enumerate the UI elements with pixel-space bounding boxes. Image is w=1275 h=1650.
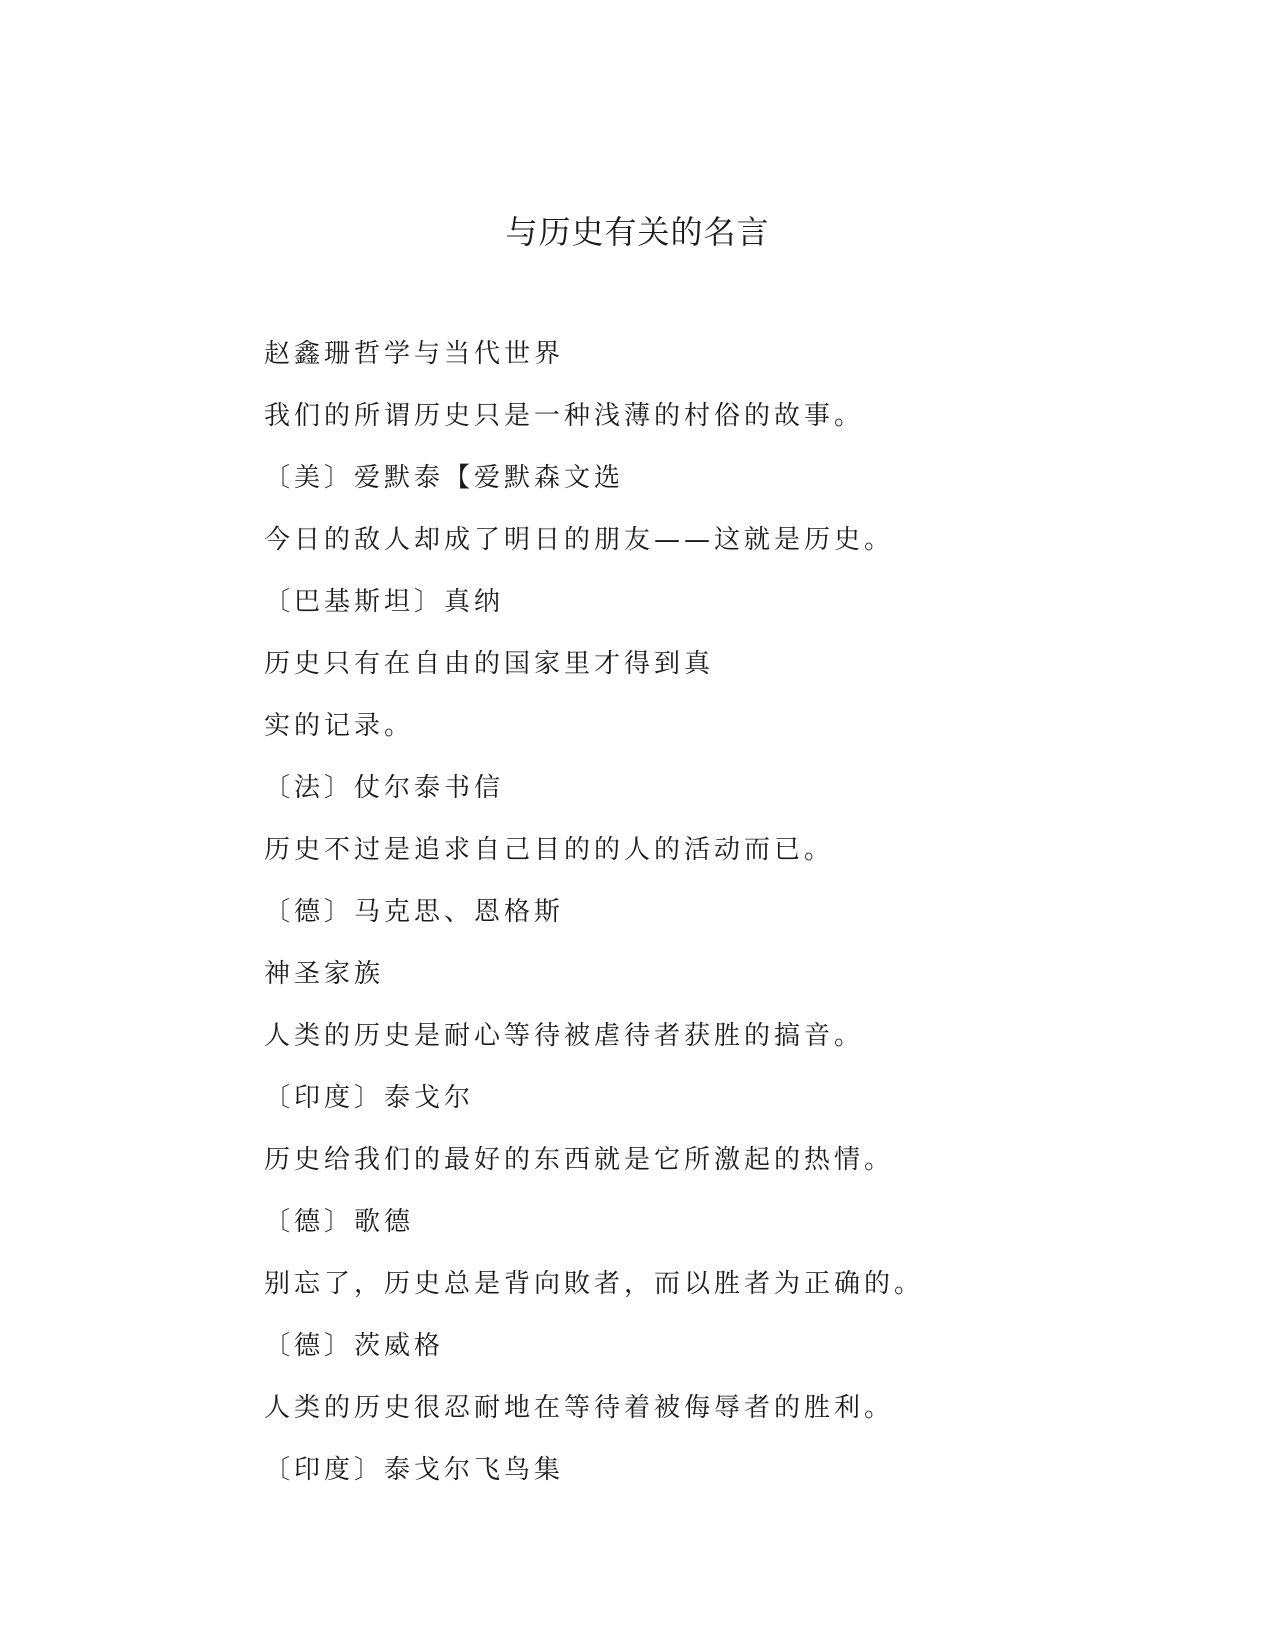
text-line: 人类的历史是耐心等待被虐待者获胜的搞音。 (264, 1021, 865, 1051)
text-line: 赵鑫珊哲学与当代世界 (264, 339, 565, 369)
text-line: 〔美〕爱默泰【爱默森文选 (264, 463, 625, 493)
text-line: 历史只有在自由的国家里才得到真 (264, 649, 715, 679)
text-line: 〔德〕茨威格 (264, 1331, 445, 1361)
text-line: 实的记录。 (264, 711, 415, 741)
text-line: 今日的敌人却成了明日的朋友——这就是历史。 (264, 525, 895, 555)
text-line: 〔巴基斯坦〕真纳 (264, 587, 505, 617)
document-body (264, 334, 1164, 1512)
text-line: 我们的所谓历史只是一种浅薄的村俗的故事。 (264, 401, 865, 431)
text-line: 〔德〕马克思、恩格斯 (264, 897, 565, 927)
text-line: 历史不过是追求自己目的的人的活动而已。 (264, 835, 835, 865)
text-line: 〔印度〕泰戈尔飞鸟集 (264, 1455, 565, 1485)
text-line: 〔德〕歌德 (264, 1207, 415, 1237)
text-line: 〔法〕仗尔泰书信 (264, 773, 505, 803)
text-line: 别忘了，历史总是背向敗者，而以胜者为正确的。 (264, 1269, 925, 1299)
document-title: 与历史有关的名言 (505, 213, 770, 251)
text-line: 历史给我们的最好的东西就是它所激起的热情。 (264, 1145, 895, 1175)
text-line: 〔印度〕泰戈尔 (264, 1083, 475, 1113)
text-line: 人类的历史很忍耐地在等待着被侮辱者的胜利。 (264, 1393, 895, 1423)
text-line: 神圣家族 (264, 959, 385, 989)
